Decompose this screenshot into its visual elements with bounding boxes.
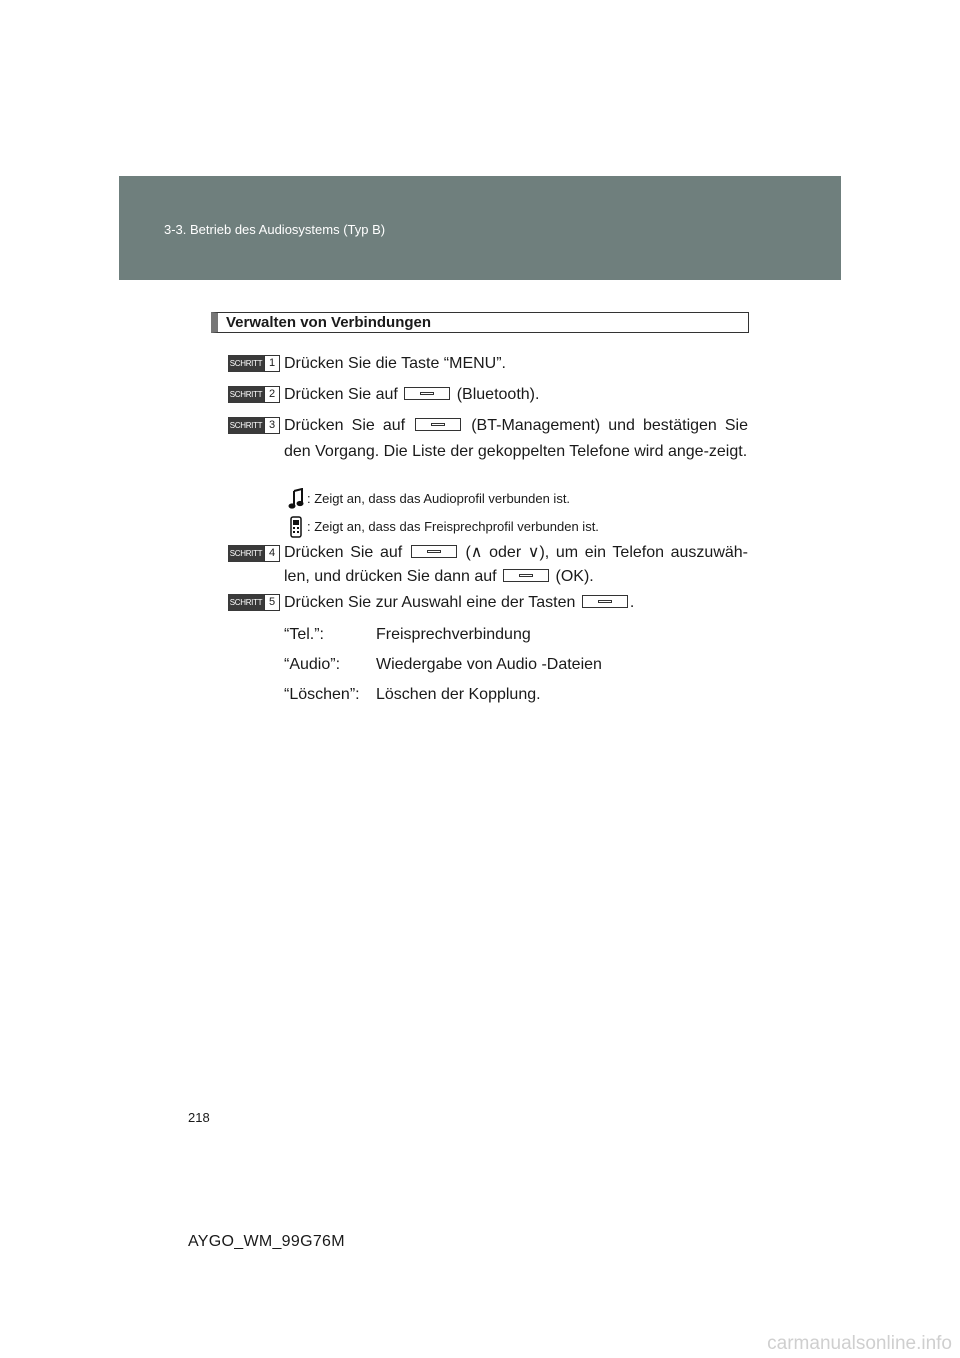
section-header: 3-3. Betrieb des Audiosystems (Typ B) (164, 222, 386, 237)
button-symbol-icon (415, 418, 461, 431)
step-badge (228, 355, 280, 372)
step-badge-number: 2 (264, 386, 280, 403)
step-badge-number: 1 (264, 355, 280, 372)
step-4 (228, 541, 748, 589)
definition-description: Freisprechverbindung (376, 626, 531, 643)
watermark: carmanualsonline.info (767, 1333, 952, 1354)
legend-text: : Zeigt an, dass das Freisprechprofil verbunden ist. (307, 519, 599, 534)
page-number: 218 (188, 1110, 210, 1125)
step-5 (228, 590, 748, 616)
definition-description: Wiedergabe von Audio -Dateien (376, 656, 602, 673)
step-badge-label: SCHRITT (228, 545, 264, 562)
step-text-part: (OK). (551, 568, 594, 585)
step-text-part: (BT-Management) und bestätigen Sie den Vorgang. Die Liste der gekoppelten Telefone wird ange-zeigt. (284, 417, 749, 460)
phone-icon (285, 516, 307, 538)
step-text (284, 382, 748, 408)
button-symbol-icon (582, 595, 628, 608)
button-symbol-icon (411, 545, 457, 558)
step-text (284, 590, 748, 616)
step-badge-label: SCHRITT (228, 355, 264, 372)
document-code: AYGO_WM_99G76M (188, 1233, 345, 1250)
legend-text: : Zeigt an, dass das Audioprofil verbunden ist. (307, 491, 571, 506)
music-note-icon (285, 488, 307, 510)
header-band (119, 176, 841, 280)
step-badge-label: SCHRITT (228, 594, 264, 611)
step-3 (228, 413, 748, 465)
step-text (284, 413, 748, 465)
step-badge-label: SCHRITT (228, 417, 264, 434)
step-badge (228, 545, 280, 562)
definition-term: “Tel.”: (284, 626, 324, 643)
step-text-part: Drücken Sie die Taste “MENU”. (284, 355, 506, 372)
step-badge-number: 5 (264, 594, 280, 611)
step-text-part: Drücken Sie zur Auswahl eine der Tasten (284, 594, 580, 611)
step-badge-number: 4 (264, 545, 280, 562)
step-1 (228, 351, 748, 377)
step-2 (228, 382, 748, 408)
step-text-part: Drücken Sie auf (284, 386, 403, 403)
step-text-part: (∧ oder ∨), um ein Telefon auszuwäh-len, und drücken Sie dann auf (284, 544, 749, 585)
button-symbol-icon (404, 387, 450, 400)
section-title: Verwalten von Verbindungen (211, 312, 749, 333)
definition-term: “Löschen”: (284, 686, 360, 703)
step-badge (228, 594, 280, 611)
definition-description: Löschen der Kopplung. (376, 686, 541, 703)
step-badge (228, 386, 280, 403)
step-text (284, 351, 748, 377)
step-badge-number: 3 (264, 417, 280, 434)
definition-term: “Audio”: (284, 656, 341, 673)
legend-row-audio (285, 488, 570, 510)
button-symbol-icon (503, 569, 549, 582)
step-text-part: (Bluetooth). (452, 386, 540, 403)
step-badge-label: SCHRITT (228, 386, 264, 403)
step-badge (228, 417, 280, 434)
step-text-part: Drücken Sie auf (284, 544, 409, 561)
step-text-part: . (629, 594, 635, 611)
legend-row-handsfree (285, 516, 599, 538)
step-text-part: Drücken Sie auf (284, 417, 414, 434)
step-text (284, 541, 748, 589)
